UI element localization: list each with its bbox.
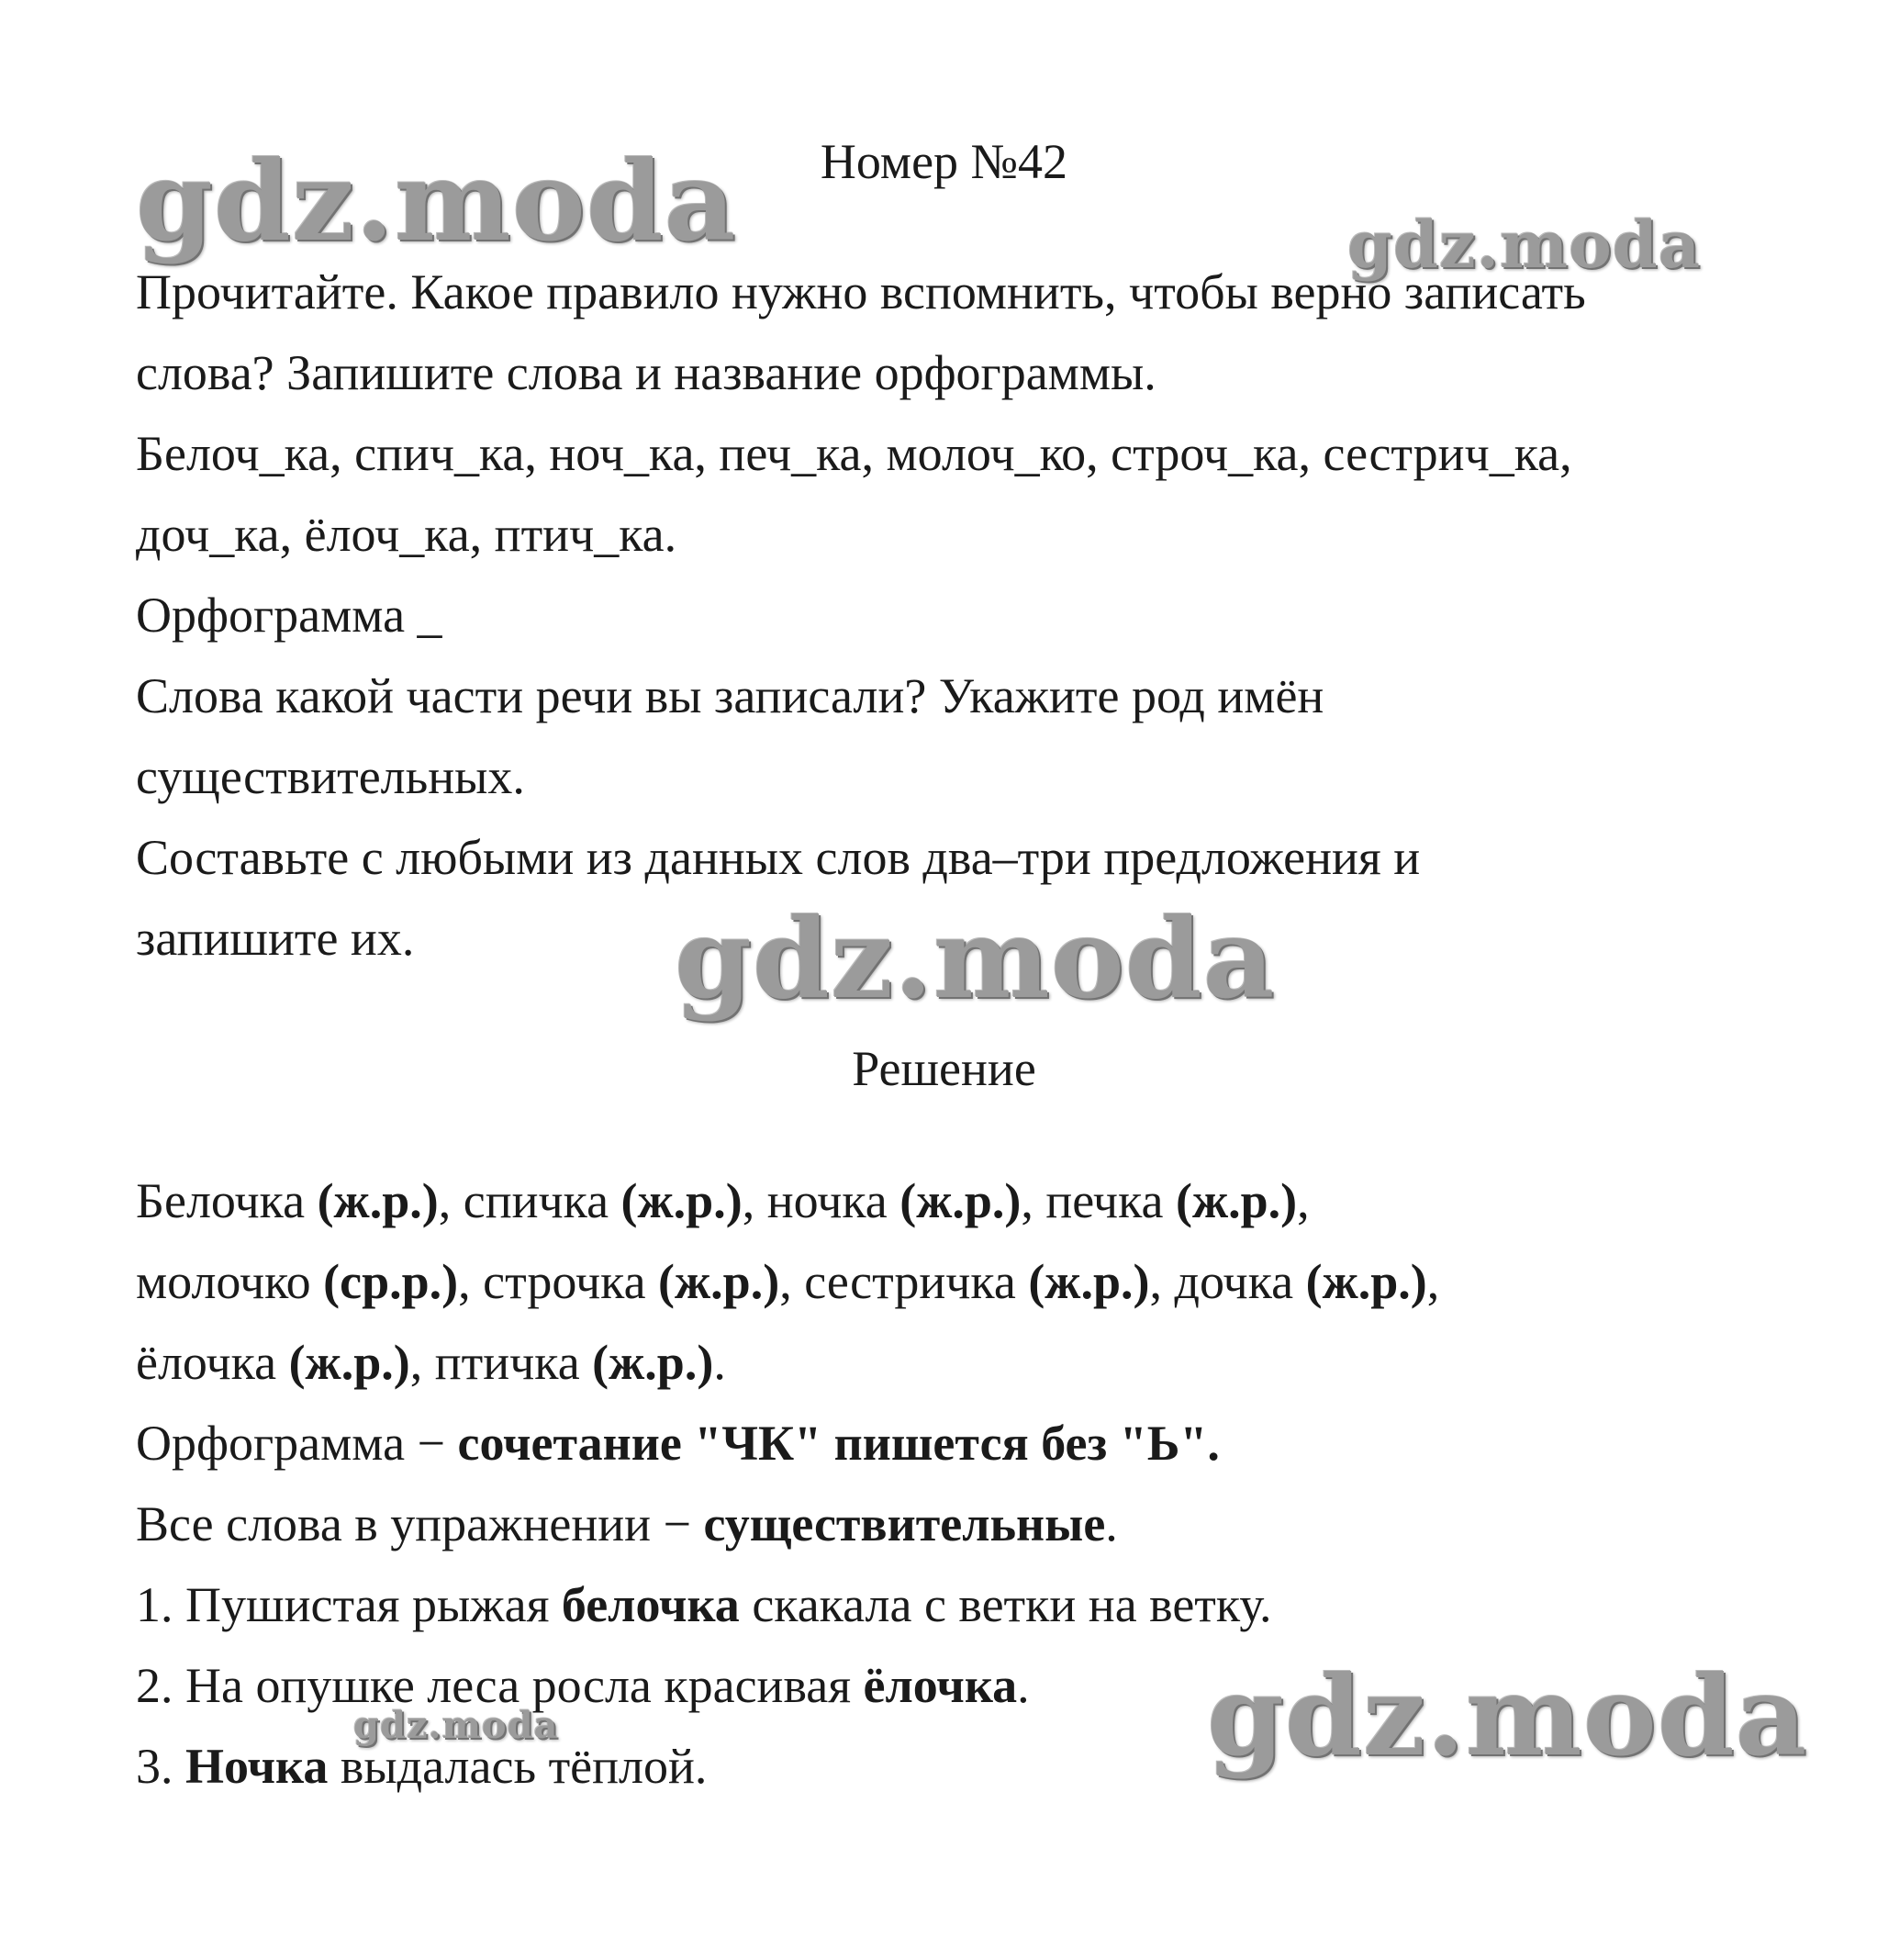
noun-word: ёлочка: [136, 1335, 289, 1390]
sentence-3: [136, 1739, 707, 1794]
sentence-text: .: [1017, 1658, 1030, 1713]
noun-word: дочка: [1174, 1254, 1306, 1309]
task-line: Белоч_ка, спич_ка, ноч_ка, печ_ка, молоч_ко, строч_ка, сестрич_ка,: [136, 426, 1572, 481]
task-line: Составьте с любыми из данных слов два–три предложения и: [136, 830, 1421, 885]
gender-marker: (ж.р.): [899, 1173, 1022, 1228]
task-line: запишите их.: [136, 911, 415, 966]
sentence-text: 2. На опушке леса росла красивая: [136, 1658, 864, 1713]
pos-end: .: [1105, 1496, 1118, 1551]
separator: ,: [409, 1335, 435, 1390]
watermark-logo: gdz.moda: [136, 137, 737, 266]
solution-words-line: [136, 1335, 726, 1390]
separator: ,: [1297, 1173, 1310, 1228]
sentence-1: [136, 1577, 1271, 1632]
sentence-text: 1. Пушистая рыжая: [136, 1577, 562, 1632]
task-line: Слова какой части речи вы записали? Укажите род имён: [136, 668, 1324, 723]
noun-word: строчка: [483, 1254, 659, 1309]
sentence-2: [136, 1658, 1030, 1713]
separator: ,: [458, 1254, 484, 1309]
noun-word: птичка: [434, 1335, 593, 1390]
separator: ,: [1021, 1173, 1046, 1228]
separator: ,: [742, 1173, 767, 1228]
gender-marker: (ж.р.): [592, 1335, 714, 1390]
task-line: Прочитайте. Какое правило нужно вспомнить, чтобы верно записать: [136, 264, 1586, 319]
watermark-logo: gdz.moda: [353, 1704, 559, 1747]
separator: ,: [779, 1254, 805, 1309]
separator: ,: [1149, 1254, 1175, 1309]
noun-word: Белочка: [136, 1173, 318, 1228]
noun-word: молочко: [136, 1254, 324, 1309]
sentence-keyword: Ночка: [185, 1739, 329, 1794]
separator: .: [713, 1335, 726, 1390]
gender-marker: (ж.р.): [1028, 1254, 1150, 1309]
part-of-speech-line: [136, 1496, 1118, 1551]
orthogram-answer: сочетание "ЧК" пишется без "Ь".: [457, 1416, 1220, 1471]
gender-marker: (ж.р.): [317, 1173, 439, 1228]
pos-label: Все слова в упражнении −: [136, 1496, 704, 1551]
gender-marker: (ср.р.): [323, 1254, 459, 1309]
separator: ,: [1426, 1254, 1440, 1309]
task-line: слова? Запишите слова и название орфограммы.: [136, 345, 1156, 400]
gender-marker: (ж.р.): [658, 1254, 780, 1309]
separator: ,: [438, 1173, 464, 1228]
solution-heading: Решение: [852, 1041, 1036, 1096]
gender-marker: (ж.р.): [620, 1173, 743, 1228]
task-line: Орфограмма _: [136, 588, 442, 643]
solution-words-line: [136, 1173, 1310, 1228]
watermark-logo: gdz.moda: [1207, 1652, 1808, 1781]
task-line: существительных.: [136, 749, 525, 804]
watermark-logo: gdz.moda: [1347, 207, 1702, 283]
gender-marker: (ж.р.): [1305, 1254, 1427, 1309]
sentence-keyword: ёлочка: [863, 1658, 1018, 1713]
sentence-text: скакала с ветки на ветку.: [739, 1577, 1272, 1632]
page-title: Номер №42: [820, 134, 1068, 189]
orthogram-label: Орфограмма −: [136, 1416, 458, 1471]
noun-word: сестричка: [804, 1254, 1029, 1309]
noun-word: спичка: [463, 1173, 621, 1228]
sentence-text: выдалась тёплой.: [328, 1739, 708, 1794]
gender-marker: (ж.р.): [288, 1335, 410, 1390]
noun-word: печка: [1045, 1173, 1176, 1228]
noun-word: ночка: [766, 1173, 900, 1228]
sentence-text: 3.: [136, 1739, 185, 1794]
orthogram-line: [136, 1416, 1220, 1471]
gender-marker: (ж.р.): [1175, 1173, 1298, 1228]
task-line: доч_ка, ёлоч_ка, птич_ка.: [136, 507, 677, 562]
sentence-keyword: белочка: [561, 1577, 740, 1632]
solution-words-line: [136, 1254, 1439, 1309]
watermark-logo: gdz.moda: [675, 894, 1276, 1024]
pos-answer: существительные: [703, 1496, 1106, 1551]
